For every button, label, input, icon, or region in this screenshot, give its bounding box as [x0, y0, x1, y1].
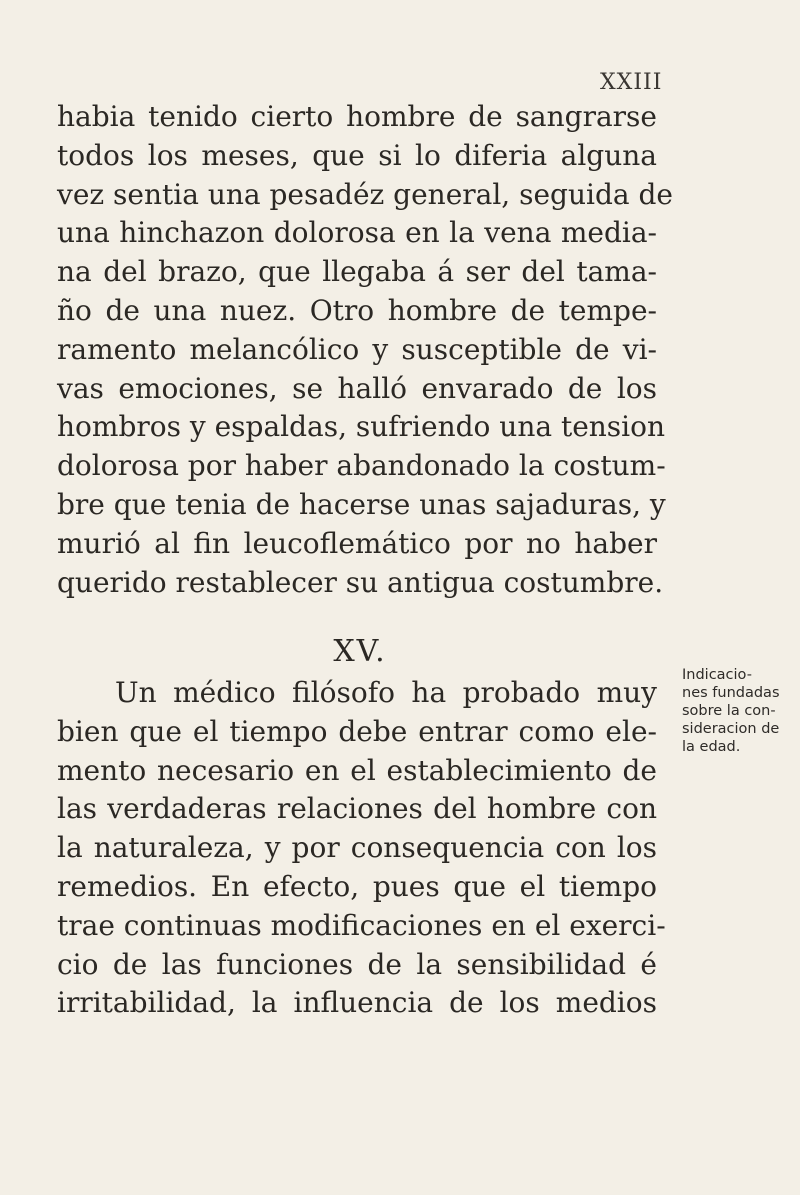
text-line: todos los meses, que si lo diferia alguna [57, 138, 657, 172]
text-line: ramento melancólico y susceptible de vi- [57, 332, 657, 366]
text-line: na del brazo, que llegaba á ser del tama- [57, 255, 657, 289]
margin-note [682, 666, 800, 756]
margin-note-line: la edad. [682, 739, 741, 755]
paragraph-2 [57, 674, 666, 1023]
text-line: las verdaderas relaciones del hombre con [57, 792, 657, 826]
text-line: cio de las funciones de la sensibilidad é [57, 947, 657, 981]
text-line: trae continuas modificaciones en el exerci- [57, 908, 666, 942]
text-line: bien que el tiempo debe entrar como ele- [57, 714, 657, 748]
text-line: una hinchazon dolorosa en la vena media- [57, 216, 657, 250]
page-number: XXIII [600, 70, 663, 95]
text-line: habia tenido cierto hombre de sangrarse [57, 100, 657, 133]
text-line: remedios. En efecto, pues que el tiempo [57, 869, 657, 903]
text-line: ño de una nuez. Otro hombre de tempe- [57, 293, 657, 327]
text-line: vas emociones, se halló envarado de los [57, 371, 657, 405]
margin-note-line: sideracion de [682, 721, 780, 737]
text-line: bre que tenia de hacerse unas sajaduras, y [57, 487, 666, 521]
text-line: dolorosa por haber abandonado la costum- [57, 449, 666, 483]
text-line: irritabilidad, la influencia de los medios [57, 986, 657, 1020]
text-line: la naturaleza, y por consequencia con los [57, 831, 657, 865]
text-line: Un médico filósofo ha probado muy [115, 676, 657, 709]
text-line: mento necesario en el establecimiento de [57, 753, 657, 787]
section-heading: XV. [333, 634, 387, 669]
margin-note-line: Indicacio- [682, 667, 752, 683]
text-line: murió al fin leucoflemático por no haber [57, 526, 657, 560]
margin-note-line: nes fundadas [682, 685, 780, 701]
margin-note-line: sobre la con- [682, 703, 776, 719]
text-line: vez sentia una pesadéz general, seguida de [57, 177, 673, 211]
paragraph-1 [57, 98, 673, 602]
text-line: querido restablecer su antigua costumbre. [57, 565, 664, 599]
text-line: hombros y espaldas, sufriendo una tension [57, 410, 666, 444]
